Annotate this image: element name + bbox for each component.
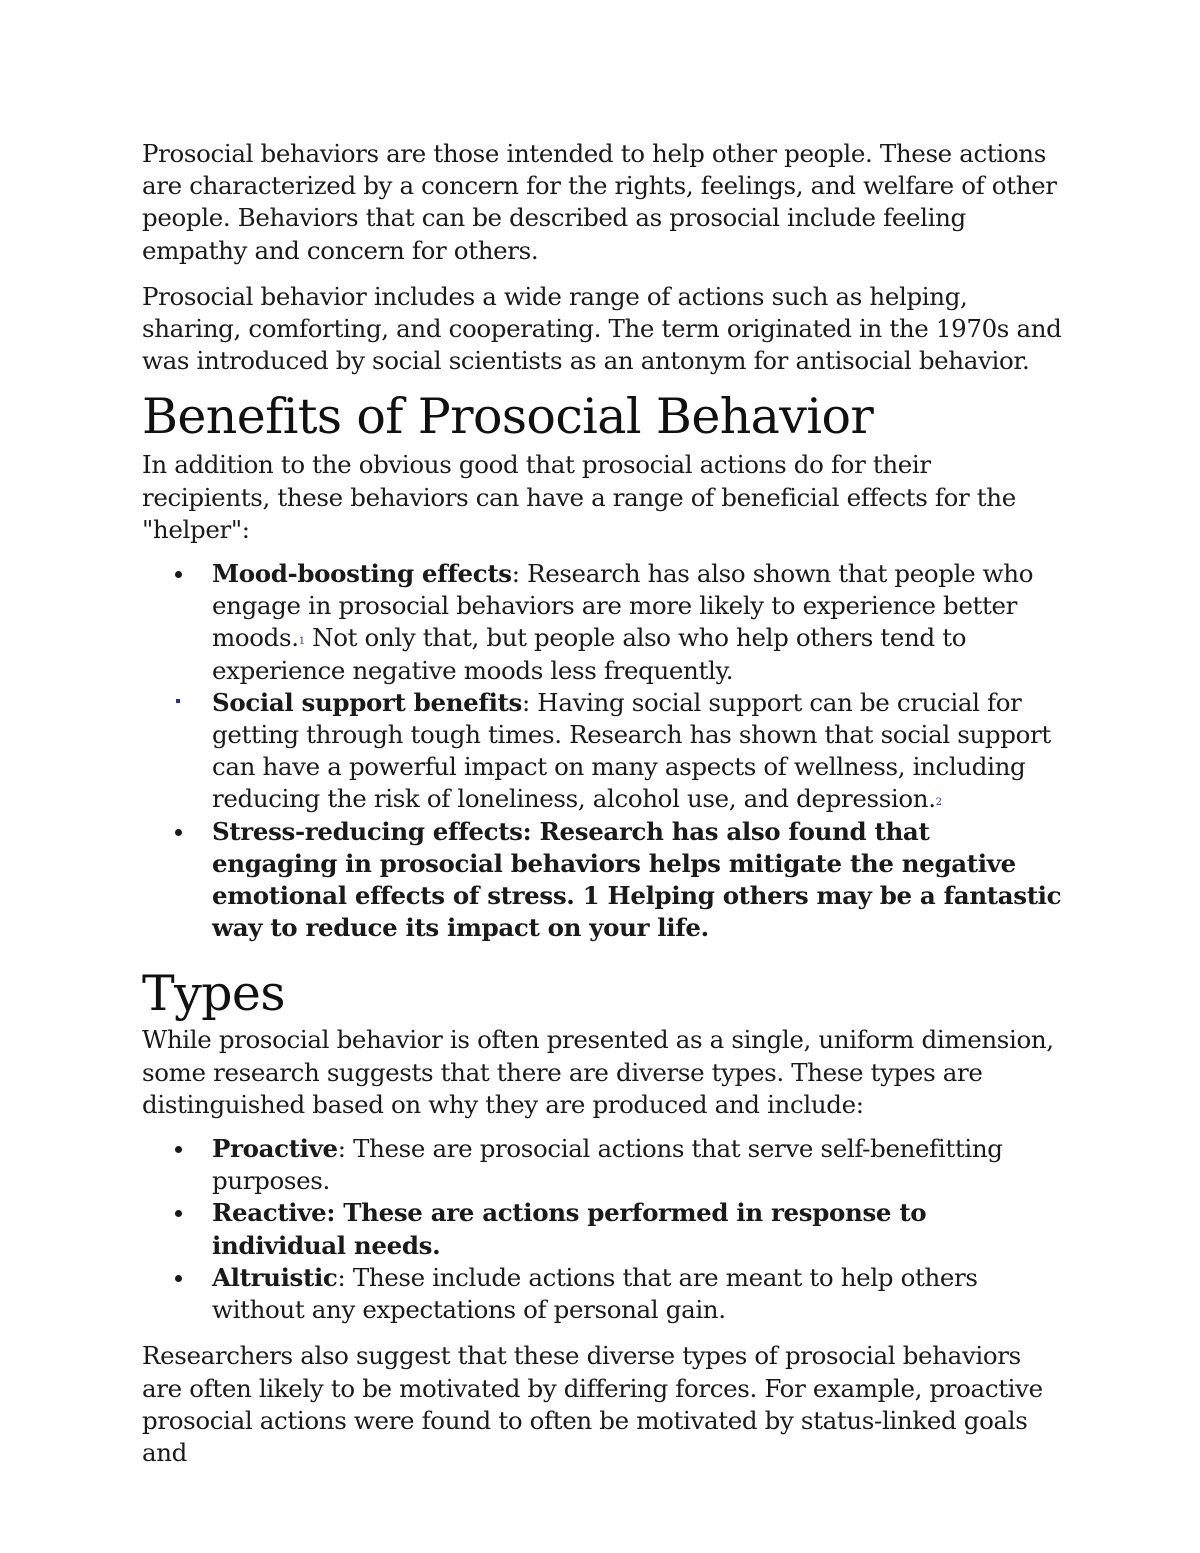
list-item-text: Research has also found that engaging in prosocial behaviors helps mitigate the negative emotional effects of stress. 1 Helping others may be a fantastic way to reduce its impact on your life. xyxy=(212,816,1062,943)
intro-paragraph-2: Prosocial behavior includes a wide range of actions such as helping, sharing, comforting, and cooperating. The term originated in the 1970s and was introduced by social scientists as an antonym for antisocial behavior. xyxy=(142,281,1062,376)
list-item-term: Reactive: These are actions performed in response to individual needs. xyxy=(212,1198,927,1260)
bullet-icon xyxy=(175,571,182,578)
list-item xyxy=(142,1262,1062,1326)
list-item-term: Proactive xyxy=(212,1134,338,1164)
types-heading: Types xyxy=(142,965,285,1023)
list-item-term: Altruistic xyxy=(212,1262,338,1292)
bullet-icon xyxy=(175,1210,182,1217)
list-item-term: Stress-reducing effects: xyxy=(212,816,532,846)
intro-paragraph-1: Prosocial behaviors are those intended to help other people. These actions are characterized by a concern for the rights, feelings, and welfare of other people. Behaviors that can be described as prosocial include feeling empathy and concern for others. xyxy=(142,139,1057,265)
types-closing-paragraph: Researchers also suggest that these diverse types of prosocial behaviors are often likely to be motivated by differing forces. For example, proactive prosocial actions were found to often be motivated by status-linked goals and xyxy=(142,1341,1043,1467)
list-item-term: Mood-boosting effects xyxy=(212,559,512,589)
benefits-list xyxy=(142,558,1062,944)
list-item xyxy=(142,1133,1062,1197)
list-item-text: : Having social support can be crucial for getting through tough times. Research has shown that social support can have a powerful impact on many aspects of wellness, including reducing the risk of loneliness, alcohol use, and depression. xyxy=(212,687,1051,814)
list-item xyxy=(142,1197,1062,1261)
types-list xyxy=(142,1133,1062,1326)
list-item xyxy=(142,816,1062,945)
document-page xyxy=(142,138,1062,1469)
list-item-term: Social support benefits xyxy=(212,687,522,717)
types-intro: While prosocial behavior is often presented as a single, uniform dimension, some research suggests that there are diverse types. These types are distinguished based on why they are produced and include: xyxy=(142,1025,1054,1119)
list-item xyxy=(142,558,1062,687)
bullet-icon xyxy=(175,829,182,836)
footnote-ref-link[interactable]: 2 xyxy=(935,797,942,809)
bullet-icon xyxy=(176,699,180,703)
bullet-icon xyxy=(175,1146,182,1153)
benefits-heading: Benefits of Prosocial Behavior xyxy=(142,388,874,446)
footnote-ref-link[interactable]: 1 xyxy=(298,636,305,648)
bullet-icon xyxy=(175,1275,182,1282)
list-item xyxy=(142,687,1062,816)
list-item-text: : These include actions that are meant to help others without any expectations of personal gain. xyxy=(212,1262,978,1325)
benefits-intro: In addition to the obvious good that prosocial actions do for their recipients, these behaviors can have a range of beneficial effects for the "helper": xyxy=(142,450,1016,544)
list-item-text: : Research has also shown that people who engage in prosocial behaviors are more likely to experience better moods. xyxy=(212,559,1034,653)
list-item-text: Not only that, but people also who help others tend to experience negative moods less frequently. xyxy=(212,623,967,685)
list-item-text: : These are prosocial actions that serve self-benefitting purposes. xyxy=(212,1134,1003,1196)
